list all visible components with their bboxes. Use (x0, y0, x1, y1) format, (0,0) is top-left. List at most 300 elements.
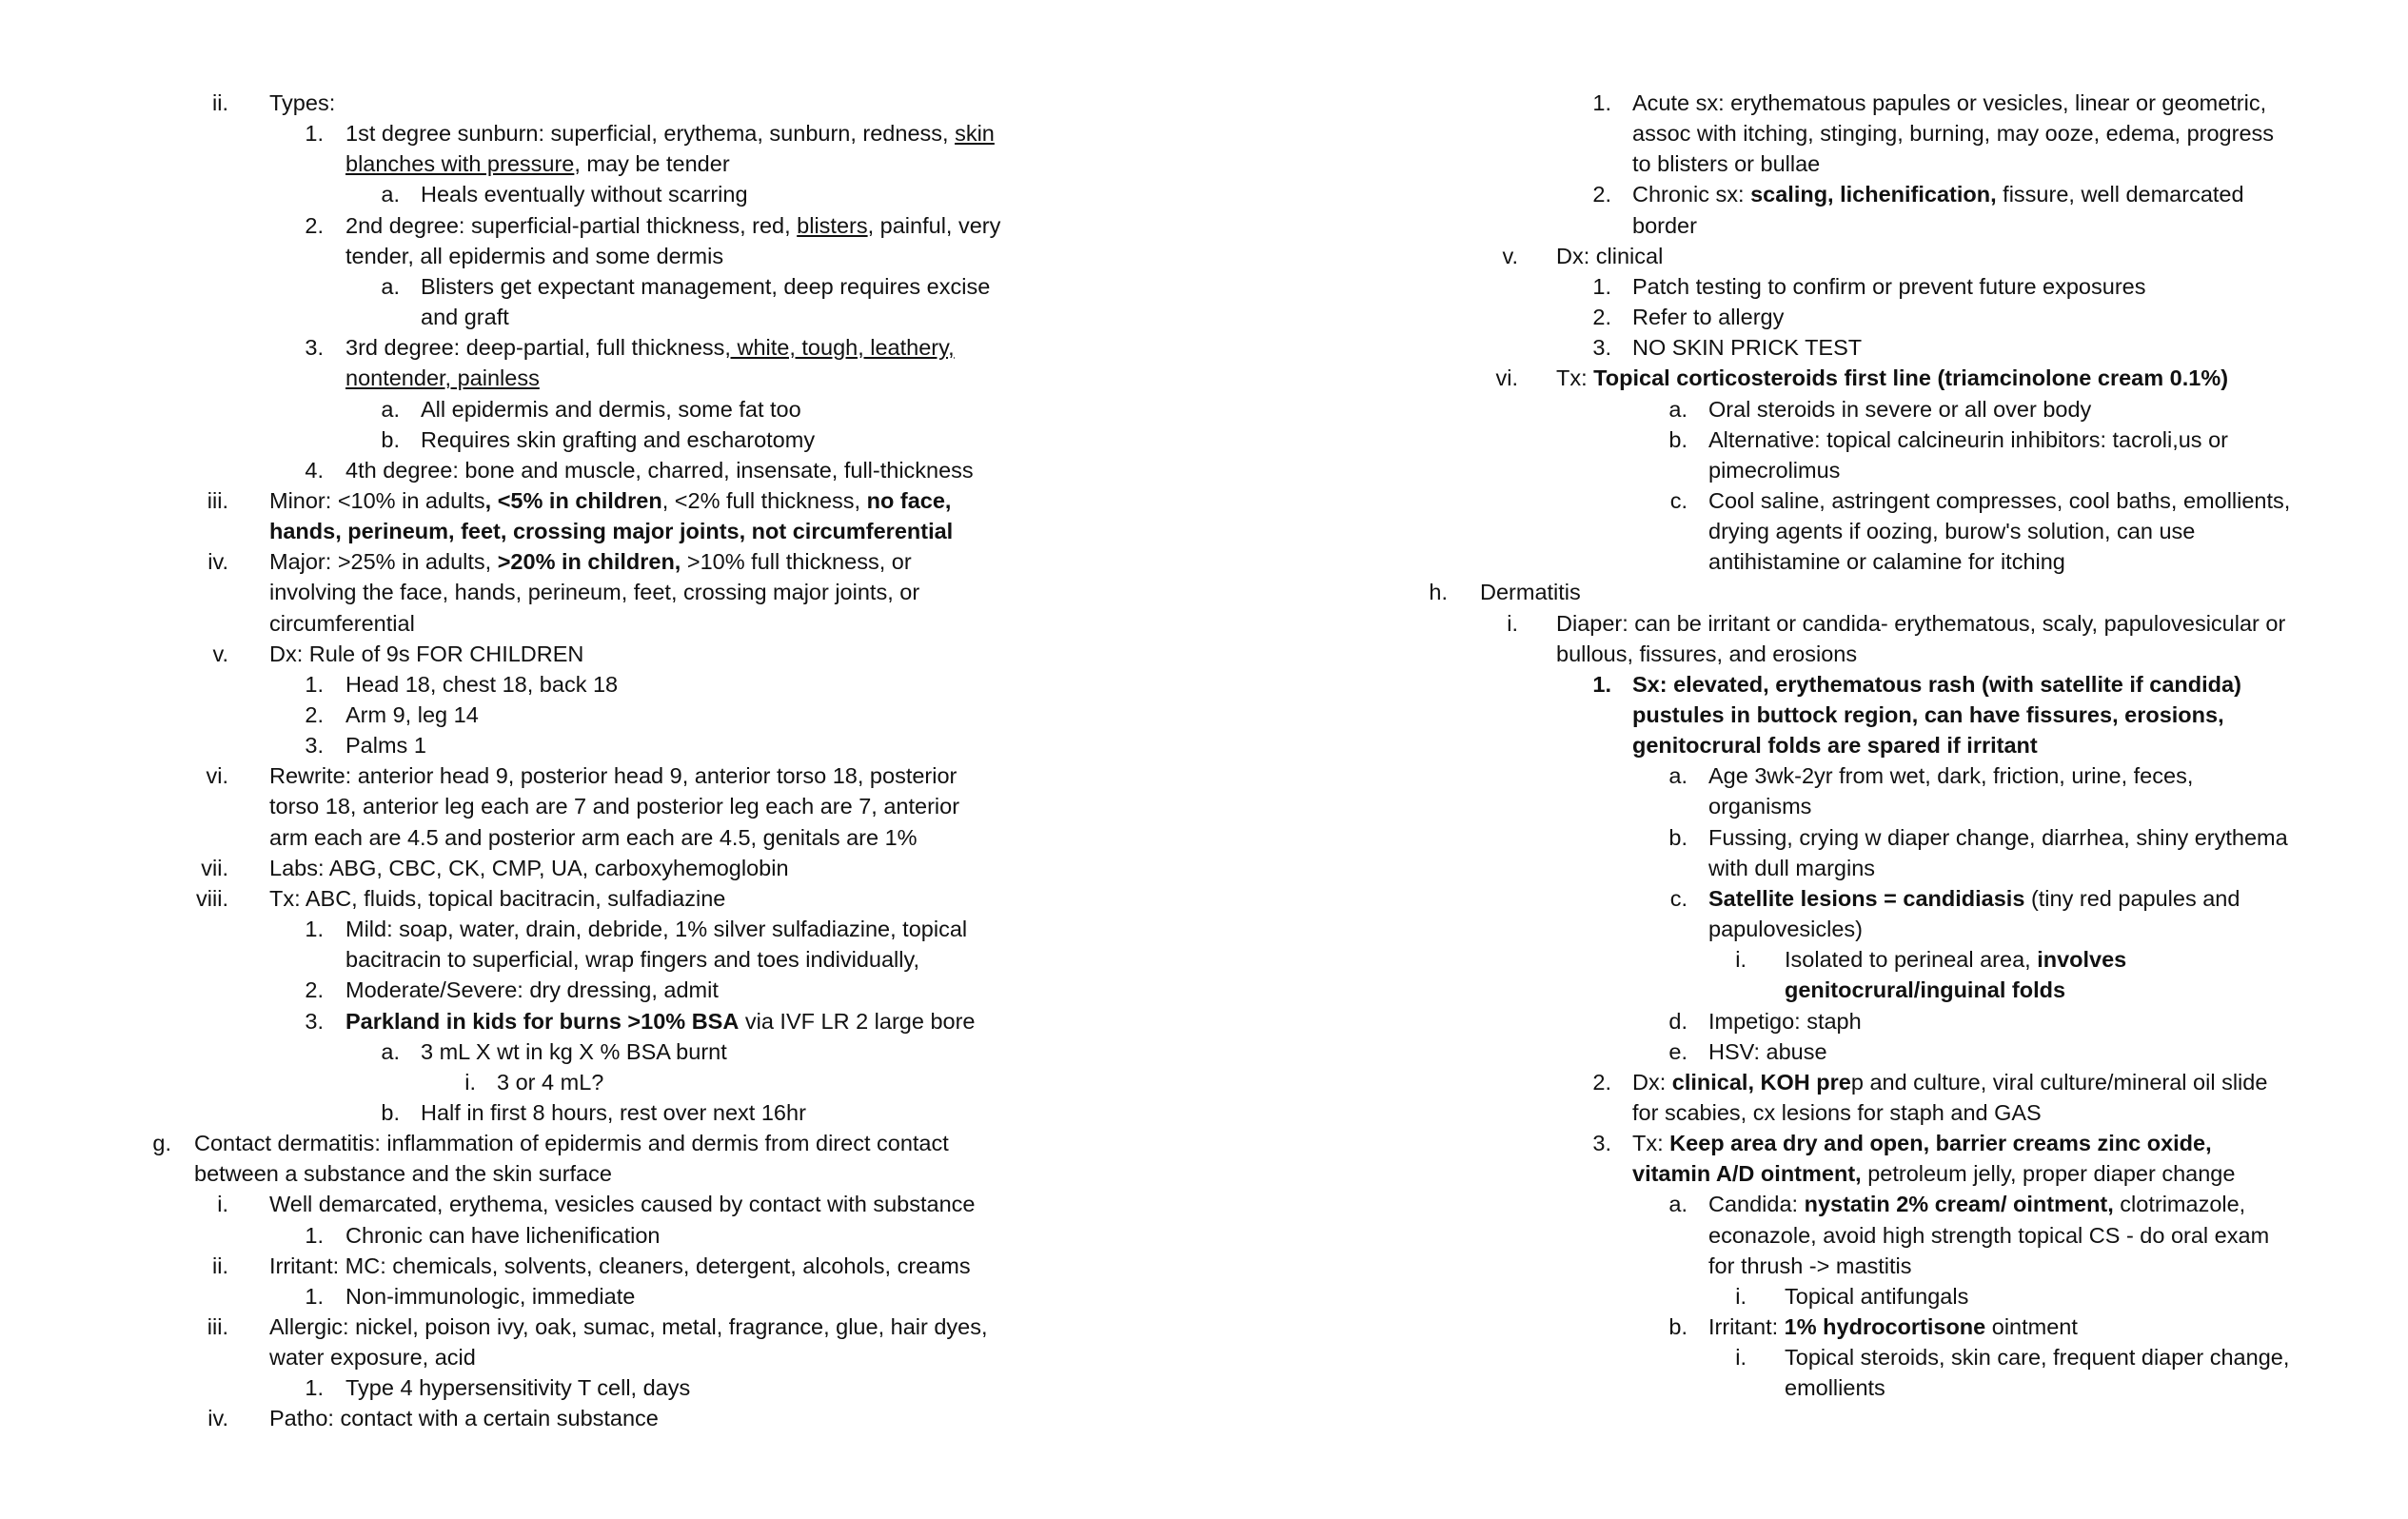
text-segment: 1st degree sunburn: superficial, erythema, sunburn, redness, (345, 121, 956, 147)
outline-line (0, 332, 1204, 363)
list-item-text (269, 88, 335, 118)
outline-line (0, 1251, 1204, 1281)
list-item-text (1708, 1251, 1912, 1281)
text-segment: 1% hydrocortisone (1784, 1314, 1986, 1339)
list-marker: a. (381, 396, 400, 422)
outline-line (0, 455, 1204, 485)
list-marker: v. (1502, 243, 1518, 268)
text-segment: Allergic: nickel, poison ivy, oak, sumac, metal, fragrance, glue, hair dyes, (269, 1314, 988, 1339)
list-marker: 1. (1592, 90, 1611, 115)
list-item-text (1708, 1220, 2269, 1251)
outline-line (1204, 944, 2408, 975)
outline-line (1204, 148, 2408, 179)
text-segment: Oral steroids in severe or all over body (1708, 396, 2092, 422)
text-segment: papulovesicles) (1708, 917, 1863, 942)
list-marker: a. (1668, 1192, 1688, 1217)
outline-line (1204, 1128, 2408, 1158)
outline-line (1204, 88, 2408, 118)
text-segment: Dx: clinical (1556, 243, 1664, 268)
text-segment: , <2% full thickness, (661, 487, 867, 513)
text-segment: Age 3wk-2yr from wet, dark, friction, urine, feces, (1708, 763, 2194, 789)
list-item-text (1708, 424, 2228, 455)
text-segment: Tx: (1632, 1131, 1670, 1156)
text-segment: nontender, painless (345, 365, 540, 391)
outline-line (1204, 1189, 2408, 1219)
text-segment: Irritant: (1708, 1314, 1785, 1339)
list-marker: 3. (1592, 335, 1611, 361)
list-item-text (345, 730, 426, 760)
text-segment: hands, perineum, feet, crossing major joints, not circumferential (269, 519, 954, 544)
list-marker: 4. (305, 457, 324, 483)
text-segment: antihistamine or calamine for itching (1708, 549, 2065, 575)
outline-line (1204, 1158, 2408, 1189)
list-marker: c. (1669, 885, 1688, 911)
outline-line (1204, 760, 2408, 791)
list-item-text (497, 1067, 603, 1097)
outline-line (0, 241, 1204, 271)
outline-line (1204, 332, 2408, 363)
list-item-text (269, 485, 951, 516)
text-segment: Type 4 hypersensitivity T cell, days (345, 1375, 691, 1401)
outline-line (1204, 546, 2408, 577)
list-marker: ii. (212, 1253, 228, 1278)
text-segment: water exposure, acid (269, 1345, 476, 1371)
list-marker: 3. (1592, 1131, 1611, 1156)
list-item-text (1708, 791, 1811, 821)
outline-line (0, 271, 1204, 302)
list-item-text (1708, 546, 2065, 577)
list-item-text (269, 760, 957, 791)
outline-line (0, 975, 1204, 1005)
text-segment: genitocrural/inguinal folds (1785, 977, 2066, 1003)
list-item-text (345, 363, 540, 393)
text-segment: p and culture, viral culture/mineral oil slide (1850, 1069, 2268, 1095)
list-marker: 1. (305, 671, 324, 697)
text-segment: (tiny red papules and (2024, 885, 2240, 911)
list-marker: d. (1668, 1008, 1688, 1034)
text-segment: NO SKIN PRICK TEST (1632, 335, 1863, 361)
outline-line (0, 883, 1204, 914)
outline-line (1204, 1006, 2408, 1036)
text-segment: for thrush -> mastitis (1708, 1253, 1912, 1278)
list-item-text (421, 1097, 806, 1128)
list-item-text (269, 1312, 988, 1342)
list-marker: 2. (1592, 1069, 1611, 1095)
text-segment: clotrimazole, (2113, 1192, 2246, 1217)
list-item-text (421, 302, 509, 332)
list-marker: 2. (305, 702, 324, 727)
list-marker: i. (464, 1069, 476, 1095)
outline-line (1204, 608, 2408, 639)
outline-line (0, 1281, 1204, 1312)
text-segment: between a substance and the skin surface (194, 1161, 612, 1187)
outline-line (0, 363, 1204, 393)
list-item-text (194, 1128, 949, 1158)
list-item-text (1632, 1158, 2235, 1189)
text-segment: vitamin A/D ointment, (1632, 1161, 1862, 1187)
list-item-text (421, 394, 801, 424)
list-item-text (1556, 363, 2228, 393)
text-segment: Chronic sx: (1632, 182, 1751, 207)
list-item-text (1632, 271, 2145, 302)
list-item-text (1785, 1342, 2289, 1372)
text-segment: Satellite lesions = candidiasis (1708, 885, 2025, 911)
outline-line (0, 1128, 1204, 1158)
text-segment: Dermatitis (1480, 580, 1581, 605)
list-item-text (345, 669, 618, 700)
list-item-text (1632, 302, 1784, 332)
list-item-text (345, 700, 479, 730)
list-item-text (345, 1006, 976, 1036)
text-segment: fissure, well demarcated (1996, 182, 2244, 207)
outline-line (1204, 639, 2408, 669)
outline-line (1204, 1097, 2408, 1128)
list-item-text (1632, 669, 2241, 700)
list-item-text (269, 1189, 975, 1219)
text-segment: ointment (1985, 1314, 2078, 1339)
text-segment: blisters (797, 212, 868, 238)
list-item-text (1708, 516, 2195, 546)
text-segment: involving the face, hands, perineum, feet, crossing major joints, or (269, 580, 920, 605)
list-marker: vii. (201, 855, 228, 880)
text-segment: Tx: (1556, 365, 1594, 391)
outline-line (1204, 1251, 2408, 1281)
outline-line (1204, 577, 2408, 607)
text-segment: Diaper: can be irritant or candida- erythematous, scaly, papulovesicular or (1556, 610, 2286, 636)
list-marker: 2. (305, 977, 324, 1003)
text-segment: nystatin 2% cream/ ointment, (1804, 1192, 2114, 1217)
list-item-text (269, 883, 725, 914)
text-segment: >10% full thickness, or (681, 549, 912, 575)
list-marker: 1. (305, 121, 324, 147)
text-segment: Chronic can have lichenification (345, 1222, 661, 1248)
outline-line (1204, 1067, 2408, 1097)
text-segment: Topical antifungals (1785, 1283, 1969, 1309)
list-marker: 1. (305, 1283, 324, 1309)
list-item-text (1708, 485, 2290, 516)
list-marker: i. (1735, 1345, 1747, 1371)
list-item-text (1632, 148, 1820, 179)
outline-line (0, 546, 1204, 577)
text-segment: genitocrural folds are spared if irritant (1632, 733, 2038, 759)
list-marker: viii. (196, 885, 228, 911)
outline-line (0, 730, 1204, 760)
text-segment: Major: >25% in adults, (269, 549, 498, 575)
list-item-text (345, 1372, 690, 1403)
outline-line (1204, 485, 2408, 516)
text-segment: scaling, lichenification, (1750, 182, 1997, 207)
outline-line (1204, 302, 2408, 332)
text-segment: to blisters or bullae (1632, 151, 1821, 177)
list-item-text (1632, 700, 2224, 730)
outline-line (0, 1342, 1204, 1372)
outline-line (1204, 210, 2408, 241)
list-item-text (421, 179, 748, 209)
text-segment: HSV: abuse (1708, 1038, 1827, 1064)
outline-line (1204, 363, 2408, 393)
list-marker: 1. (305, 917, 324, 942)
list-marker: vi. (1495, 365, 1518, 391)
list-marker: 2. (1592, 182, 1611, 207)
list-item-text (269, 822, 918, 853)
list-item-text (194, 1158, 612, 1189)
text-segment: Arm 9, leg 14 (345, 702, 479, 727)
list-item-text (269, 791, 959, 821)
text-segment: circumferential (269, 610, 415, 636)
text-segment: arm each are 4.5 and posterior arm each are 4.5, genitals are 1% (269, 824, 918, 850)
text-segment: Well demarcated, erythema, vesicles caused by contact with substance (269, 1192, 976, 1217)
list-item-text (1708, 853, 1875, 883)
text-segment: Mild: soap, water, drain, debride, 1% silver sulfadiazine, topical (345, 917, 968, 942)
list-item-text (345, 332, 955, 363)
text-segment: blanches with pressure (345, 151, 575, 177)
outline-line (0, 853, 1204, 883)
list-item-text (269, 853, 789, 883)
list-marker: h. (1429, 580, 1448, 605)
list-item-text (345, 975, 719, 1005)
text-segment: Alternative: topical calcineurin inhibitors: tacroli,us or (1708, 426, 2228, 452)
list-marker: vi. (206, 763, 228, 789)
outline-line (1204, 700, 2408, 730)
text-segment: Tx: ABC, fluids, topical bacitracin, sulfadiazine (269, 885, 726, 911)
text-segment: for scabies, cx lesions for staph and GAS (1632, 1099, 2042, 1125)
list-marker: i. (217, 1192, 228, 1217)
list-marker: 3. (305, 335, 324, 361)
text-segment: petroleum jelly, proper diaper change (1861, 1161, 2236, 1187)
text-segment: Topical steroids, skin care, frequent diaper change, (1785, 1345, 2290, 1371)
list-item-text (1556, 639, 1857, 669)
list-item-text (1708, 394, 2091, 424)
outline-line (0, 179, 1204, 209)
text-segment: 2nd degree: superficial-partial thickness, red, (345, 212, 798, 238)
outline-line (1204, 1220, 2408, 1251)
list-item-text (1708, 455, 1840, 485)
text-segment: Sx: elevated, erythematous rash (with satellite if candida) (1632, 671, 2241, 697)
text-segment: econazole, avoid high strength topical CS - do oral exam (1708, 1222, 2270, 1248)
list-marker: b. (1668, 824, 1688, 850)
text-segment: Cool saline, astringent compresses, cool baths, emollients, (1708, 487, 2291, 513)
text-segment: pustules in buttock region, can have fissures, erosions, (1632, 702, 2224, 727)
outline-line (0, 424, 1204, 455)
list-item-text (269, 546, 912, 577)
text-segment: Isolated to perineal area, (1785, 947, 2038, 973)
text-segment: 4th degree: bone and muscle, charred, insensate, full-thickness (345, 457, 974, 483)
list-marker: 3. (305, 1008, 324, 1034)
text-segment: via IVF LR 2 large bore (739, 1008, 976, 1034)
outline-line (1204, 822, 2408, 853)
outline-line (1204, 271, 2408, 302)
text-segment: bullous, fissures, and erosions (1556, 641, 1858, 666)
text-segment: emollients (1785, 1375, 1885, 1401)
text-segment: Heals eventually without scarring (421, 182, 748, 207)
text-segment: Refer to allergy (1632, 305, 1785, 330)
list-item-text (1785, 944, 2126, 975)
list-marker: g. (152, 1131, 171, 1156)
outline-line (1204, 118, 2408, 148)
outline-line (0, 1372, 1204, 1403)
list-marker: 3. (305, 733, 324, 759)
text-segment: Blisters get expectant management, deep requires excise (421, 273, 991, 299)
outline-line (0, 1220, 1204, 1251)
list-marker: c. (1669, 487, 1688, 513)
text-segment: Palms 1 (345, 733, 426, 759)
list-marker: b. (381, 1099, 400, 1125)
text-segment: with dull margins (1708, 855, 1876, 880)
outline-line (0, 760, 1204, 791)
list-item-text (1632, 730, 2038, 760)
list-marker: a. (381, 182, 400, 207)
list-item-text (345, 455, 974, 485)
text-segment: 3 mL X wt in kg X % BSA burnt (421, 1038, 727, 1064)
outline-line (0, 1067, 1204, 1097)
outline-line (1204, 424, 2408, 455)
list-item-text (1632, 179, 2244, 209)
text-segment: Rewrite: anterior head 9, posterior head 9, anterior torso 18, posterior (269, 763, 957, 789)
list-item-text (1632, 88, 2266, 118)
outline-line (0, 1036, 1204, 1067)
outline-line (1204, 669, 2408, 700)
outline-line (1204, 1281, 2408, 1312)
text-segment: no face, (866, 487, 952, 513)
right-column (1204, 0, 2408, 1519)
list-marker: v. (212, 641, 228, 666)
outline-line (1204, 791, 2408, 821)
list-item-text (345, 148, 730, 179)
text-segment: Moderate/Severe: dry dressing, admit (345, 977, 719, 1003)
outline-line (1204, 730, 2408, 760)
text-segment: and graft (421, 305, 509, 330)
list-item-text (1708, 1189, 2245, 1219)
list-marker: 2. (1592, 305, 1611, 330)
list-item-text (269, 608, 415, 639)
list-item-text (421, 424, 815, 455)
outline-line (0, 1312, 1204, 1342)
list-item-text (1708, 914, 1863, 944)
outline-line (0, 88, 1204, 118)
text-segment: Half in first 8 hours, rest over next 16hr (421, 1099, 806, 1125)
list-marker: b. (381, 426, 400, 452)
list-item-text (1785, 975, 2065, 1005)
text-segment: Fussing, crying w diaper change, diarrhea, shiny erythema (1708, 824, 2288, 850)
outline-line (1204, 516, 2408, 546)
list-item-text (345, 1281, 635, 1312)
outline-line (0, 639, 1204, 669)
outline-line (1204, 1036, 2408, 1067)
outline-line (1204, 241, 2408, 271)
outline-line (1204, 455, 2408, 485)
text-segment: , <5% in children (484, 487, 662, 513)
outline-line (0, 118, 1204, 148)
outline-line (1204, 1312, 2408, 1342)
text-segment: Labs: ABG, CBC, CK, CMP, UA, carboxyhemoglobin (269, 855, 789, 880)
list-item-text (269, 1251, 971, 1281)
text-segment: , white, tough, leathery, (724, 335, 955, 361)
outline-line (0, 1006, 1204, 1036)
text-segment: Topical corticosteroids first line (triamcinolone cream 0.1%) (1593, 365, 2229, 391)
outline-line (0, 944, 1204, 975)
list-marker: iii. (207, 1314, 228, 1339)
outline-line (0, 302, 1204, 332)
list-item-text (1632, 1067, 2267, 1097)
list-item-text (421, 271, 990, 302)
text-segment: Impetigo: staph (1708, 1008, 1862, 1034)
outline-line (0, 914, 1204, 944)
text-segment: Candida: (1708, 1192, 1805, 1217)
text-segment: clinical, KOH pre (1671, 1069, 1851, 1095)
outline-line (1204, 179, 2408, 209)
text-segment: Contact dermatitis: inflammation of epidermis and dermis from direct contact (194, 1131, 949, 1156)
outline-line (0, 210, 1204, 241)
outline-line (0, 1097, 1204, 1128)
list-item-text (1556, 608, 2285, 639)
text-segment: bacitracin to superficial, wrap fingers and toes individually, (345, 947, 920, 973)
text-segment: border (1632, 212, 1697, 238)
list-item-text (269, 1342, 476, 1372)
list-item-text (1708, 1036, 1827, 1067)
list-item-text (1708, 883, 2240, 914)
list-marker: b. (1668, 426, 1688, 452)
text-segment: Patch testing to confirm or prevent future exposures (1632, 273, 2146, 299)
text-segment: 3 or 4 mL? (497, 1069, 604, 1095)
outline-line (0, 148, 1204, 179)
list-item-text (1632, 1097, 2042, 1128)
text-segment: , may be tender (574, 151, 730, 177)
list-item-text (269, 1403, 659, 1433)
outline-line (0, 1189, 1204, 1219)
text-segment: , painful, very (867, 212, 1001, 238)
list-item-text (1480, 577, 1581, 607)
list-marker: iv. (207, 549, 228, 575)
outline-line (1204, 394, 2408, 424)
list-marker: ii. (212, 90, 228, 115)
list-item-text (1556, 241, 1663, 271)
list-marker: iv. (207, 1406, 228, 1431)
list-marker: 2. (305, 212, 324, 238)
list-item-text (1708, 1006, 1862, 1036)
list-item-text (1785, 1281, 1968, 1312)
text-segment: organisms (1708, 794, 1812, 819)
text-segment: drying agents if oozing, burow's solution, can use (1708, 519, 2196, 544)
outline-line (1204, 1372, 2408, 1403)
list-marker: a. (381, 1038, 400, 1064)
list-item-text (421, 1036, 727, 1067)
list-item-text (269, 516, 953, 546)
outline-line (1204, 853, 2408, 883)
outline-line (0, 577, 1204, 607)
list-marker: i. (1735, 1283, 1747, 1309)
text-segment: torso 18, anterior leg each are 7 and posterior leg each are 7, anterior (269, 794, 960, 819)
text-segment: Requires skin grafting and escharotomy (421, 426, 816, 452)
list-marker: a. (381, 273, 400, 299)
outline-line (0, 1403, 1204, 1433)
list-marker: 1. (305, 1375, 324, 1401)
outline-line (0, 485, 1204, 516)
list-item-text (345, 118, 995, 148)
text-segment: Minor: <10% in adults (269, 487, 485, 513)
text-segment: 3rd degree: deep-partial, full thickness (345, 335, 725, 361)
list-item-text (345, 241, 723, 271)
list-item-text (1708, 822, 2288, 853)
list-item-text (1632, 118, 2274, 148)
outline-line (1204, 883, 2408, 914)
list-marker: b. (1668, 1314, 1688, 1339)
outline-line (0, 608, 1204, 639)
text-segment: Parkland in kids for burns >10% BSA (345, 1008, 740, 1034)
outline-line (0, 700, 1204, 730)
outline-line (0, 1158, 1204, 1189)
text-segment: All epidermis and dermis, some fat too (421, 396, 801, 422)
list-marker: iii. (207, 487, 228, 513)
